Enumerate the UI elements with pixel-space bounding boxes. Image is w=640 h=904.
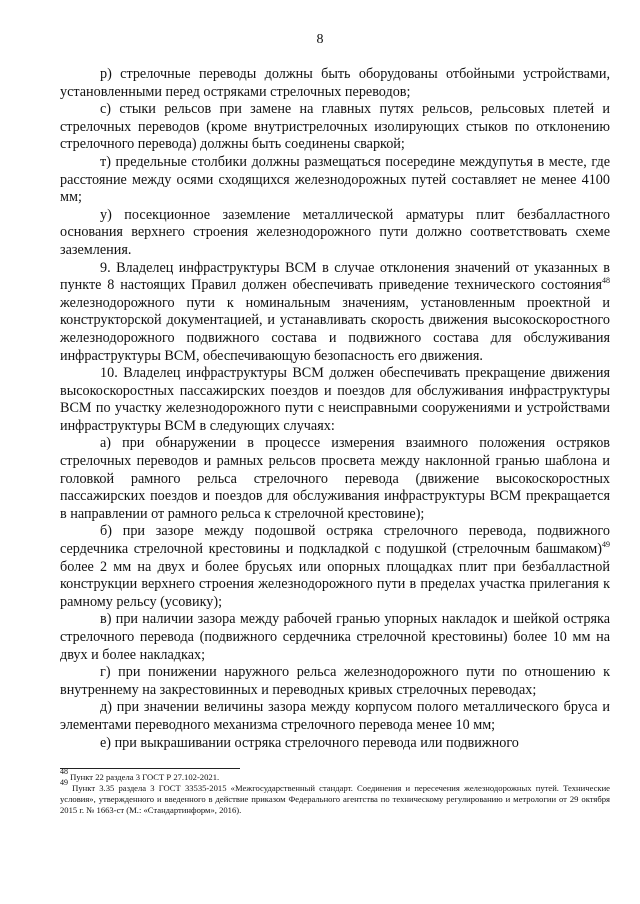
paragraph-9-text-start: 9. Владелец инфраструктуры ВСМ в случае отклонения значений от указанных в пункте 8 настоящих Правил должен обеспечивать приведение технического состояния	[60, 259, 610, 294]
paragraph-9-text-end: железнодорожного пути к номинальным значениям, установленным проектной и конструкторской документацией, и устанавливать скорость движения высокоскоростного железнодорожного подвижного состава и подвижного состава для обслуживания инфраструктуры ВСМ, обеспечивающую безопасность его движения.	[60, 294, 610, 364]
paragraph-a: а) при обнаружении в процессе измерения взаимного положения остряков стрелочных переводов и рамных рельсов просвета между наклонной гранью шаблона и головкой рамного рельса стрелочного перевода (движение высокоскоростных пассажирских поездов и поездов для обслуживания инфраструктуры ВСМ прекращается в направлении от рамного рельса к стрелочной крестовине);	[60, 435, 610, 522]
paragraph-r: р) стрелочные переводы должны быть оборудованы отбойными устройствами, установленными перед остряками стрелочных переводов;	[60, 66, 610, 100]
paragraph-b-text-end: более 2 мм на двух и более брусьях или опорных площадках плит при безбалластной конструкции верхнего строения железнодорожного пути в пределах участка прилегания к рамному рельсу (усовику);	[60, 558, 610, 610]
footnote-mark: 49	[60, 778, 68, 787]
paragraph-v: в) при наличии зазора между рабочей гранью упорных накладок и шейкой остряка стрелочного перевода (подвижного сердечника стрелочной крестовины) более 10 мм на двух и более накладках;	[60, 611, 610, 663]
footnote-48	[60, 767, 610, 783]
footnote-text: Пункт 3.35 раздела 3 ГОСТ 33535-2015 «Межгосударственный стандарт. Соединения и пересечения железнодорожных путей. Технические условия», утвержденного и введенного в действие приказом Федерального агентства по техническому регулированию и метрологии от 29 октября 2015 г. № 1663-ст (М.: «Стандартинформ», 2016).	[60, 783, 610, 815]
page-number: 8	[316, 32, 324, 47]
paragraph-u: у) посекционное заземление металлической арматуры плит безбалластного основания верхнего строения железнодорожного пути должно соответствовать схеме заземления.	[60, 206, 610, 258]
paragraph-g: г) при понижении наружного рельса железнодорожного пути по отношению к внутреннему на закрестовинных и переводных кривых стрелочных переводах;	[60, 664, 610, 698]
paragraph-e: е) при выкрашивании остряка стрелочного перевода или подвижного	[100, 734, 519, 751]
footnotes-section	[60, 768, 610, 816]
document-body	[60, 66, 610, 752]
paragraph-b	[60, 523, 610, 611]
paragraph-10: 10. Владелец инфраструктуры ВСМ должен обеспечивать прекращение движения высокоскоростных пассажирских поездов и поездов для обслуживания инфраструктуры ВСМ по участку железнодорожного пути с неисправными сооружениями и устройствами инфраструктуры ВСМ в следующих случаях:	[60, 365, 610, 434]
footnote-text: Пункт 22 раздела 3 ГОСТ Р 27.102-2021.	[68, 772, 220, 782]
footnote-ref-49[interactable]: 49	[602, 540, 610, 550]
footnote-divider	[60, 768, 240, 769]
paragraph-s: с) стыки рельсов при замене на главных путях рельсов, рельсовых плетей и стрелочных переводов (кроме внутристрелочных изолирующих стыков по отклонению стрелочного перевода) должны быть соединены сваркой;	[60, 101, 610, 153]
paragraph-9	[60, 260, 610, 366]
footnote-mark: 48	[60, 767, 68, 776]
footnote-49	[60, 778, 610, 816]
footnote-ref-48[interactable]: 48	[602, 276, 610, 286]
paragraph-t: т) предельные столбики должны размещаться посередине междупутья в месте, где расстояние между осями сходящихся железнодорожных путей составляет не менее 4100 мм;	[60, 153, 610, 206]
paragraph-d: д) при значении величины зазора между корпусом полого металлического бруса и элементами переводного механизма стрелочного перевода менее 10 мм;	[60, 699, 610, 733]
paragraph-b-text-start: б) при зазоре между подошвой остряка стрелочного перевода, подвижного сердечника стрелочной крестовины и подкладкой с подушкой (стрелочным башмаком)	[60, 523, 610, 558]
